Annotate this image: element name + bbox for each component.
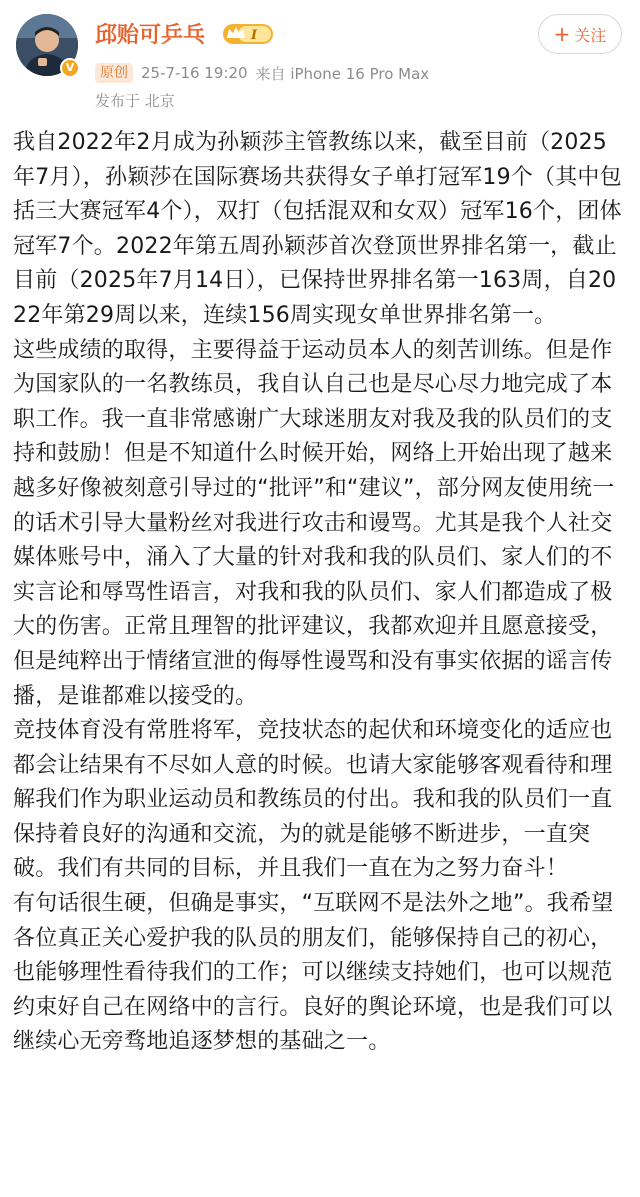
post-header [0, 0, 640, 118]
post-paragraph: 我自2022年2月成为孙颖莎主管教练以来，截至目前（2025年7月），孙颖莎在国际赛场共获得女子单打冠军19个（其中包括三大赛冠军4个），双打（包括混双和女双）冠军16个，团体冠军7个。2022年第五周孙颖莎首次登顶世界排名第一，截止目前（2025年7月14日），已保持世界排名第一163周，自2022年第29周以来，连续156周实现女单世界排名第一。 [13, 130, 622, 328]
post-content [13, 126, 625, 1060]
post-paragraph: 有句话很生硬，但确是事实，“互联网不是法外之地”。我希望各位真正关心爱护我的队员的朋友们，能够保持自己的初心，也能够理性看待我们的工作；可以继续支持她们，也可以规范约束好自己在网络中的言行。良好的舆论环境，也是我们可以继续心无旁骛地追逐梦想的基础之一。 [13, 891, 614, 1055]
follow-button[interactable] [538, 14, 622, 54]
post-paragraph: 这些成绩的取得，主要得益于运动员本人的刻苦训练。但是作为国家队的一名教练员，我自认自己也是尽心尽力地完成了本职工作。我一直非常感谢广大球迷朋友对我及我的队员们的支持和鼓励！但是不知道什么时候开始，网络上开始出现了越来越多好像被刻意引导过的“批评”和“建议”，部分网友使用统一的话术引导大量粉丝对我进行攻击和谩骂。尤其是我个人社交媒体账号中，涌入了大量的针对我和我的队员们、家人们的不实言论和辱骂性语言，对我和我的队员们、家人们都造成了极大的伤害。正常且理智的批评建议，我都欢迎并且愿意接受，但是纯粹出于情绪宣泄的侮辱性谩骂和没有事实依据的谣言传播，是谁都难以接受的。 [13, 337, 615, 709]
publish-location: 发布于 北京 [95, 92, 175, 110]
plus-icon: + [553, 22, 571, 46]
post-paragraph: 竞技体育没有常胜将军，竞技状态的起伏和环境变化的适应也都会让结果有不尽如人意的时候。也请大家能够客观看待和理解我们作为职业运动员和教练员的付出。我和我的队员们一直保持着良好的沟通和交流，为的就是能够不断进步，一直突破。我们有共同的目标，并且我们一直在为之努力奋斗！ [13, 718, 613, 882]
source-device: 来自 iPhone 16 Pro Max [255, 64, 430, 83]
original-tag: 原创 [95, 63, 133, 83]
follow-label: 关注 [574, 25, 607, 45]
timestamp: 25-7-16 19:20 [141, 64, 248, 82]
post-meta [95, 62, 437, 84]
vip-level: I [250, 28, 258, 43]
vip-crown-icon[interactable] [222, 22, 274, 46]
username[interactable]: 邱贻可乒乓 [95, 23, 206, 48]
verified-badge-icon: V [60, 58, 80, 78]
